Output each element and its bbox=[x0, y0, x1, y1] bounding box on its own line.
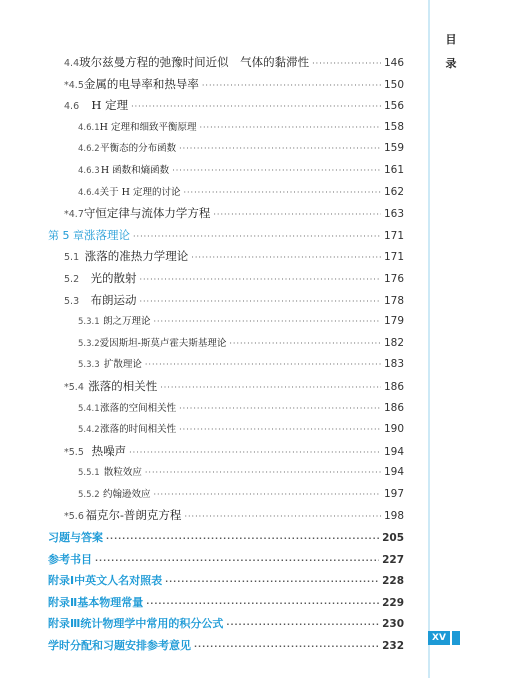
toc-entry-number: *5.5 bbox=[64, 446, 84, 458]
toc-entry[interactable] bbox=[48, 95, 404, 117]
toc-entry-title: 平衡态的分布函数 bbox=[100, 143, 177, 155]
toc-entry-number: 4.6 bbox=[64, 101, 80, 113]
toc-entry-page: 227 bbox=[382, 553, 404, 566]
dot-leader bbox=[129, 442, 381, 464]
toc-entry-number: *4.7 bbox=[64, 209, 84, 221]
toc-entry-number: 第 5 章 bbox=[48, 228, 84, 242]
toc-entry-page: 146 bbox=[383, 57, 404, 69]
dot-leader bbox=[194, 636, 379, 658]
toc-entry[interactable] bbox=[48, 52, 404, 74]
toc-entry[interactable] bbox=[48, 311, 404, 333]
toc-entry[interactable] bbox=[48, 333, 404, 355]
toc-entry-title: 福克尔-普朗克方程 bbox=[85, 508, 182, 523]
toc-entry-page: 163 bbox=[383, 208, 404, 221]
toc-entry-number: 4.6.4 bbox=[78, 187, 100, 198]
toc-entry-title: 中英文人名对照表 bbox=[74, 574, 163, 588]
dot-leader bbox=[226, 614, 379, 636]
dot-leader bbox=[133, 226, 381, 248]
toc-entry-number: 附录Ⅲ bbox=[48, 617, 81, 631]
toc-entry[interactable] bbox=[48, 268, 404, 290]
toc-entry[interactable] bbox=[48, 117, 404, 139]
toc-entry-number: *4.5 bbox=[64, 79, 84, 91]
toc-entry-page: 162 bbox=[383, 185, 404, 198]
toc-entry-page: 194 bbox=[383, 466, 404, 479]
dot-leader bbox=[213, 204, 381, 226]
toc-entry-title: 关于 H 定理的讨论 bbox=[99, 186, 181, 198]
toc-entry[interactable] bbox=[48, 246, 404, 268]
toc-entry-page: 198 bbox=[383, 510, 404, 523]
toc-entry-page: 158 bbox=[383, 120, 404, 133]
toc-entry-page: 150 bbox=[383, 78, 404, 91]
toc-entry[interactable] bbox=[48, 484, 404, 506]
toc-entry-page: 161 bbox=[383, 163, 404, 176]
toc-entry-page: 197 bbox=[383, 487, 404, 500]
toc-entry[interactable] bbox=[48, 74, 404, 96]
toc-entry-number: 5.3.3 bbox=[78, 360, 100, 371]
toc-entry-title: 散粒效应 bbox=[103, 467, 142, 479]
dot-leader bbox=[202, 75, 381, 97]
toc-entry-title: 涨落的相关性 bbox=[88, 378, 158, 393]
toc-entry[interactable] bbox=[48, 527, 404, 549]
toc-entry[interactable] bbox=[48, 635, 404, 657]
toc-entry-number: 4.6.3 bbox=[78, 165, 100, 176]
toc-entry-title: 涨落的空间相关性 bbox=[100, 402, 177, 414]
running-head bbox=[444, 28, 458, 76]
dot-leader bbox=[139, 269, 380, 291]
toc-entry[interactable] bbox=[48, 505, 404, 527]
toc-entry[interactable] bbox=[48, 441, 404, 463]
toc-entry-title: H 函数和熵函数 bbox=[100, 164, 170, 176]
toc-entry-title: 参考书目 bbox=[48, 552, 92, 566]
toc-entry-number: *5.4 bbox=[64, 381, 84, 393]
toc-entry-page: 229 bbox=[382, 596, 404, 609]
dot-leader bbox=[106, 528, 379, 550]
toc-entry-title: 约翰逊效应 bbox=[102, 488, 151, 500]
toc-entry-page: 159 bbox=[383, 142, 404, 155]
toc-entry-page: 194 bbox=[383, 445, 404, 458]
toc-entry-page: 171 bbox=[383, 251, 404, 264]
dot-leader bbox=[179, 419, 381, 441]
toc-entry-page: 228 bbox=[382, 575, 404, 588]
toc-entry[interactable] bbox=[48, 203, 404, 225]
toc-entry-number: 5.2 bbox=[64, 273, 80, 285]
toc-entry-number: 4.6.2 bbox=[78, 144, 100, 155]
toc-entry-title: 守恒定律与流体力学方程 bbox=[83, 206, 211, 221]
toc-entry[interactable] bbox=[48, 138, 404, 160]
dot-leader bbox=[184, 506, 381, 528]
toc-entry-number: 5.4.1 bbox=[78, 403, 100, 414]
running-head-char: 录 bbox=[445, 57, 457, 70]
toc-entry[interactable] bbox=[48, 354, 404, 376]
toc-entry-page: 186 bbox=[383, 401, 404, 414]
toc-entry-title: 涨落理论 bbox=[84, 227, 130, 242]
toc-entry-number: 4.4 bbox=[64, 58, 80, 69]
toc-entry-title: 学时分配和习题安排参考意见 bbox=[48, 639, 191, 653]
toc-entry-page: 171 bbox=[383, 229, 404, 242]
toc-entry-number: 5.5.1 bbox=[78, 468, 100, 479]
dot-leader bbox=[153, 311, 381, 333]
toc-entry-title: 金属的电导率和热导率 bbox=[83, 76, 199, 91]
toc-entry-number: 附录Ⅱ bbox=[48, 595, 78, 609]
dot-leader bbox=[146, 593, 379, 615]
toc-entry-title: 基本物理常量 bbox=[77, 595, 144, 609]
toc-entry[interactable] bbox=[48, 376, 404, 398]
dot-leader bbox=[172, 160, 381, 182]
toc-entry-title: 爱因斯坦-斯莫卢霍夫斯基理论 bbox=[99, 337, 227, 349]
dot-leader bbox=[165, 571, 379, 593]
toc-entry-number: 5.4.2 bbox=[78, 425, 100, 436]
toc-entry[interactable] bbox=[48, 419, 404, 441]
toc-entry-page: 186 bbox=[383, 380, 404, 393]
toc-entry-page: 232 bbox=[382, 640, 404, 653]
dot-leader bbox=[229, 333, 381, 355]
table-of-contents bbox=[48, 52, 404, 657]
toc-entry-title: 习题与答案 bbox=[48, 531, 103, 545]
toc-entry-number: 5.3 bbox=[64, 295, 80, 307]
toc-entry-page: 230 bbox=[382, 618, 404, 631]
toc-entry-page: 190 bbox=[383, 423, 404, 436]
toc-entry[interactable] bbox=[48, 398, 404, 420]
toc-entry-number: 5.5.2 bbox=[78, 489, 100, 500]
toc-entry-title: 热噪声 bbox=[91, 443, 127, 458]
toc-entry-page: 182 bbox=[383, 336, 404, 349]
dot-leader bbox=[183, 182, 380, 204]
toc-entry-page: 205 bbox=[382, 532, 404, 545]
toc-entry[interactable] bbox=[48, 462, 404, 484]
toc-entry-number: *5.6 bbox=[64, 511, 84, 523]
toc-entry-title: H 定理 bbox=[91, 98, 129, 113]
toc-entry[interactable] bbox=[48, 160, 404, 182]
toc-entry[interactable] bbox=[48, 549, 404, 571]
toc-entry-number: 4.6.1 bbox=[78, 122, 100, 133]
toc-entry[interactable] bbox=[48, 613, 404, 635]
dot-leader bbox=[179, 138, 381, 160]
dot-leader bbox=[312, 53, 381, 75]
toc-entry-title: 涨落的准热力学理论 bbox=[84, 249, 189, 264]
dot-leader bbox=[199, 117, 381, 139]
dot-leader bbox=[95, 550, 379, 572]
toc-entry-number: 5.3.1 bbox=[78, 317, 100, 328]
dot-leader bbox=[191, 247, 381, 269]
toc-entry-page: 156 bbox=[383, 100, 404, 113]
toc-entry-number: 5.1 bbox=[64, 252, 80, 264]
toc-entry[interactable] bbox=[48, 592, 404, 614]
dot-leader bbox=[153, 484, 381, 506]
toc-entry-page: 176 bbox=[383, 272, 404, 285]
toc-entry-title: 涨落的时间相关性 bbox=[100, 424, 177, 436]
running-head-char: 目 bbox=[445, 33, 457, 46]
toc-entry-page: 179 bbox=[383, 315, 404, 328]
dot-leader bbox=[131, 96, 381, 118]
toc-entry-page: 178 bbox=[383, 294, 404, 307]
toc-entry-title: 光的散射 bbox=[90, 270, 137, 285]
toc-entry-title: 玻尔兹曼方程的弛豫时间近似 气体的黏滞性 bbox=[79, 55, 310, 69]
toc-entry[interactable] bbox=[48, 570, 404, 592]
dot-leader bbox=[179, 398, 381, 420]
toc-entry[interactable] bbox=[48, 182, 404, 204]
toc-entry-number: 5.3.2 bbox=[78, 338, 100, 349]
dot-leader bbox=[160, 377, 381, 399]
toc-entry[interactable] bbox=[48, 225, 404, 247]
toc-entry[interactable] bbox=[48, 290, 404, 312]
toc-entry-title: 布朗运动 bbox=[90, 292, 137, 307]
toc-entry-title: 统计物理学中常用的积分公式 bbox=[80, 617, 224, 631]
page-number: XV bbox=[428, 631, 450, 645]
toc-entry-number: 附录Ⅰ bbox=[48, 574, 75, 588]
dot-leader bbox=[145, 354, 381, 376]
toc-entry-title: H 定理和细致平衡原理 bbox=[99, 121, 197, 133]
toc-entry-title: 扩散理论 bbox=[103, 359, 142, 371]
margin-strip bbox=[428, 0, 430, 678]
toc-entry-title: 朗之万理论 bbox=[102, 316, 151, 328]
dot-leader bbox=[139, 291, 380, 313]
dot-leader bbox=[145, 462, 381, 484]
page-number-bar bbox=[452, 631, 460, 645]
toc-entry-page: 183 bbox=[383, 358, 404, 371]
